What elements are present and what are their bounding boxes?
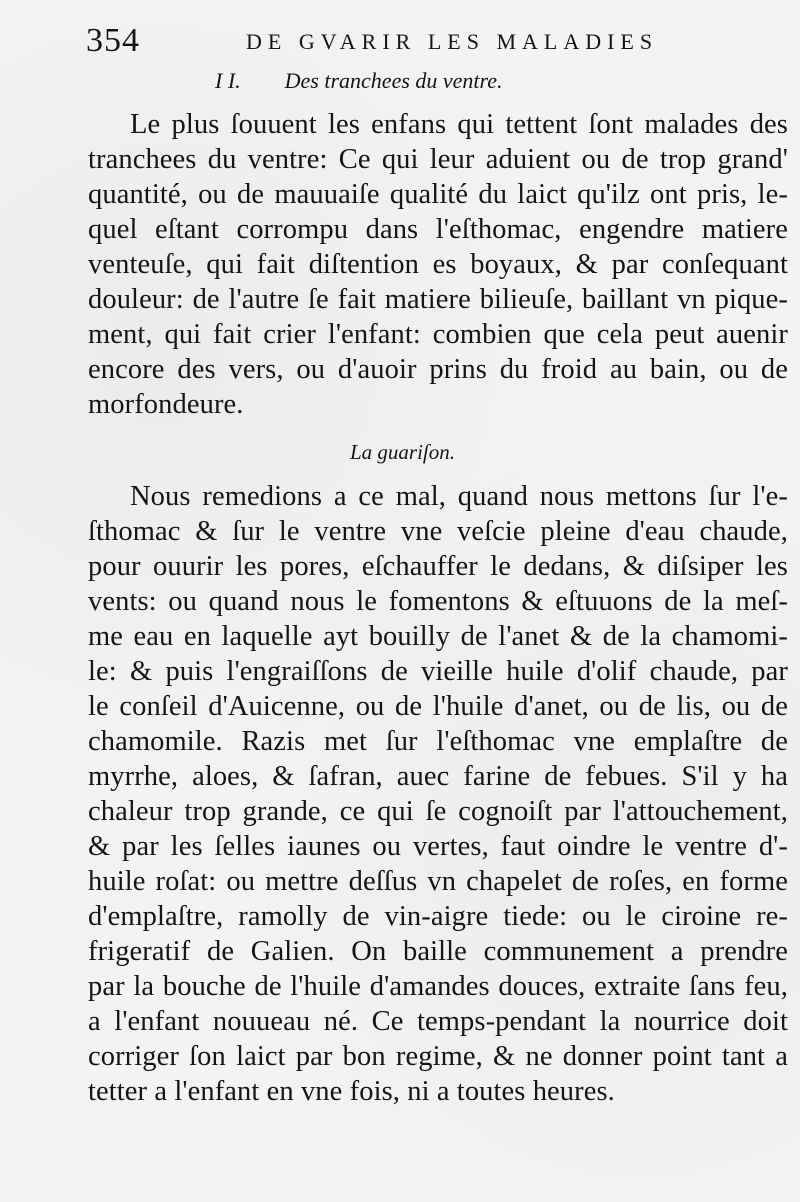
- text-line: chaleur trop grande, ce qui ſe cognoiſt par l'attouchement,: [88, 796, 788, 827]
- text-line: & par les ſelles iaunes ou vertes, faut oindre le ventre d'-: [88, 831, 788, 862]
- text-line: par la bouche de l'huile d'amandes douces, extraite ſans feu,: [88, 971, 788, 1002]
- section-number: I I.: [215, 68, 241, 93]
- text-line: quel eſtant corrompu dans l'eſthomac, engendre matiere: [88, 214, 788, 245]
- text-line: encore des vers, ou d'auoir prins du froid au bain, ou de: [88, 354, 788, 385]
- text-line: chamomile. Razis met ſur l'eſthomac vne emplaſtre de: [88, 726, 788, 757]
- text-line: tetter a l'enfant en vne fois, ni a toutes heures.: [88, 1076, 615, 1107]
- text-line: venteuſe, qui fait diſtention es boyaux, & par conſequant: [88, 249, 788, 280]
- section-heading: [215, 68, 503, 94]
- page-number: 354: [86, 22, 140, 59]
- text-line: morfondeure.: [88, 389, 244, 420]
- text-line: myrrhe, aloes, & ſafran, auec farine de febues. S'il y ha: [88, 761, 788, 792]
- text-line: me eau en laquelle ayt bouilly de l'anet & de la chamomi-: [88, 621, 788, 652]
- text-line: Nous remedions a ce mal, quand nous mettons ſur l'e-: [130, 481, 788, 512]
- text-line: le: & puis l'engraiſſons de vieille huile d'olif chaude, par: [88, 656, 788, 687]
- text-line: corriger ſon laict par bon regime, & ne donner point tant a: [88, 1041, 788, 1072]
- text-line: frigeratif de Galien. On baille communement a prendre: [88, 936, 788, 967]
- text-line: tranchees du ventre: Ce qui leur aduient ou de trop grand': [88, 144, 788, 175]
- text-line: huile roſat: ou mettre deſſus vn chapelet de roſes, en forme: [88, 866, 788, 897]
- paragraph-guarison: [88, 479, 788, 1109]
- text-line: le conſeil d'Auicenne, ou de l'huile d'anet, ou de lis, ou de: [88, 691, 788, 722]
- text-line: douleur: de l'autre ſe fait matiere bilieuſe, baillant vn pique-: [88, 284, 788, 315]
- text-line: Le plus ſouuent les enfans qui tettent ſont malades des: [130, 109, 788, 140]
- text-line: vents: ou quand nous le fomentons & eſtuuons de la meſ-: [88, 586, 788, 617]
- running-head: [86, 22, 786, 62]
- paragraph-tranchees: [88, 107, 788, 422]
- subheading-guarison: La guariſon.: [350, 440, 456, 464]
- text-line: ſthomac & ſur le ventre vne veſcie pleine d'eau chaude,: [88, 516, 788, 547]
- text-line: pour ouurir les pores, eſchauffer le dedans, & diſsiper les: [88, 551, 788, 582]
- text-line: a l'enfant nouueau né. Ce temps-pendant la nourrice doit: [88, 1006, 788, 1037]
- text-line: d'emplaſtre, ramolly de vin-aigre tiede: ou le ciroine re-: [88, 901, 788, 932]
- running-title: DE GVARIR LES MALADIES: [246, 29, 659, 54]
- text-line: ment, qui fait crier l'enfant: combien que cela peut auenir: [88, 319, 788, 350]
- section-title: Des tranchees du ventre.: [284, 68, 503, 93]
- text-line: quantité, ou de mauuaiſe qualité du laict qu'ilz ont pris, le-: [88, 179, 788, 210]
